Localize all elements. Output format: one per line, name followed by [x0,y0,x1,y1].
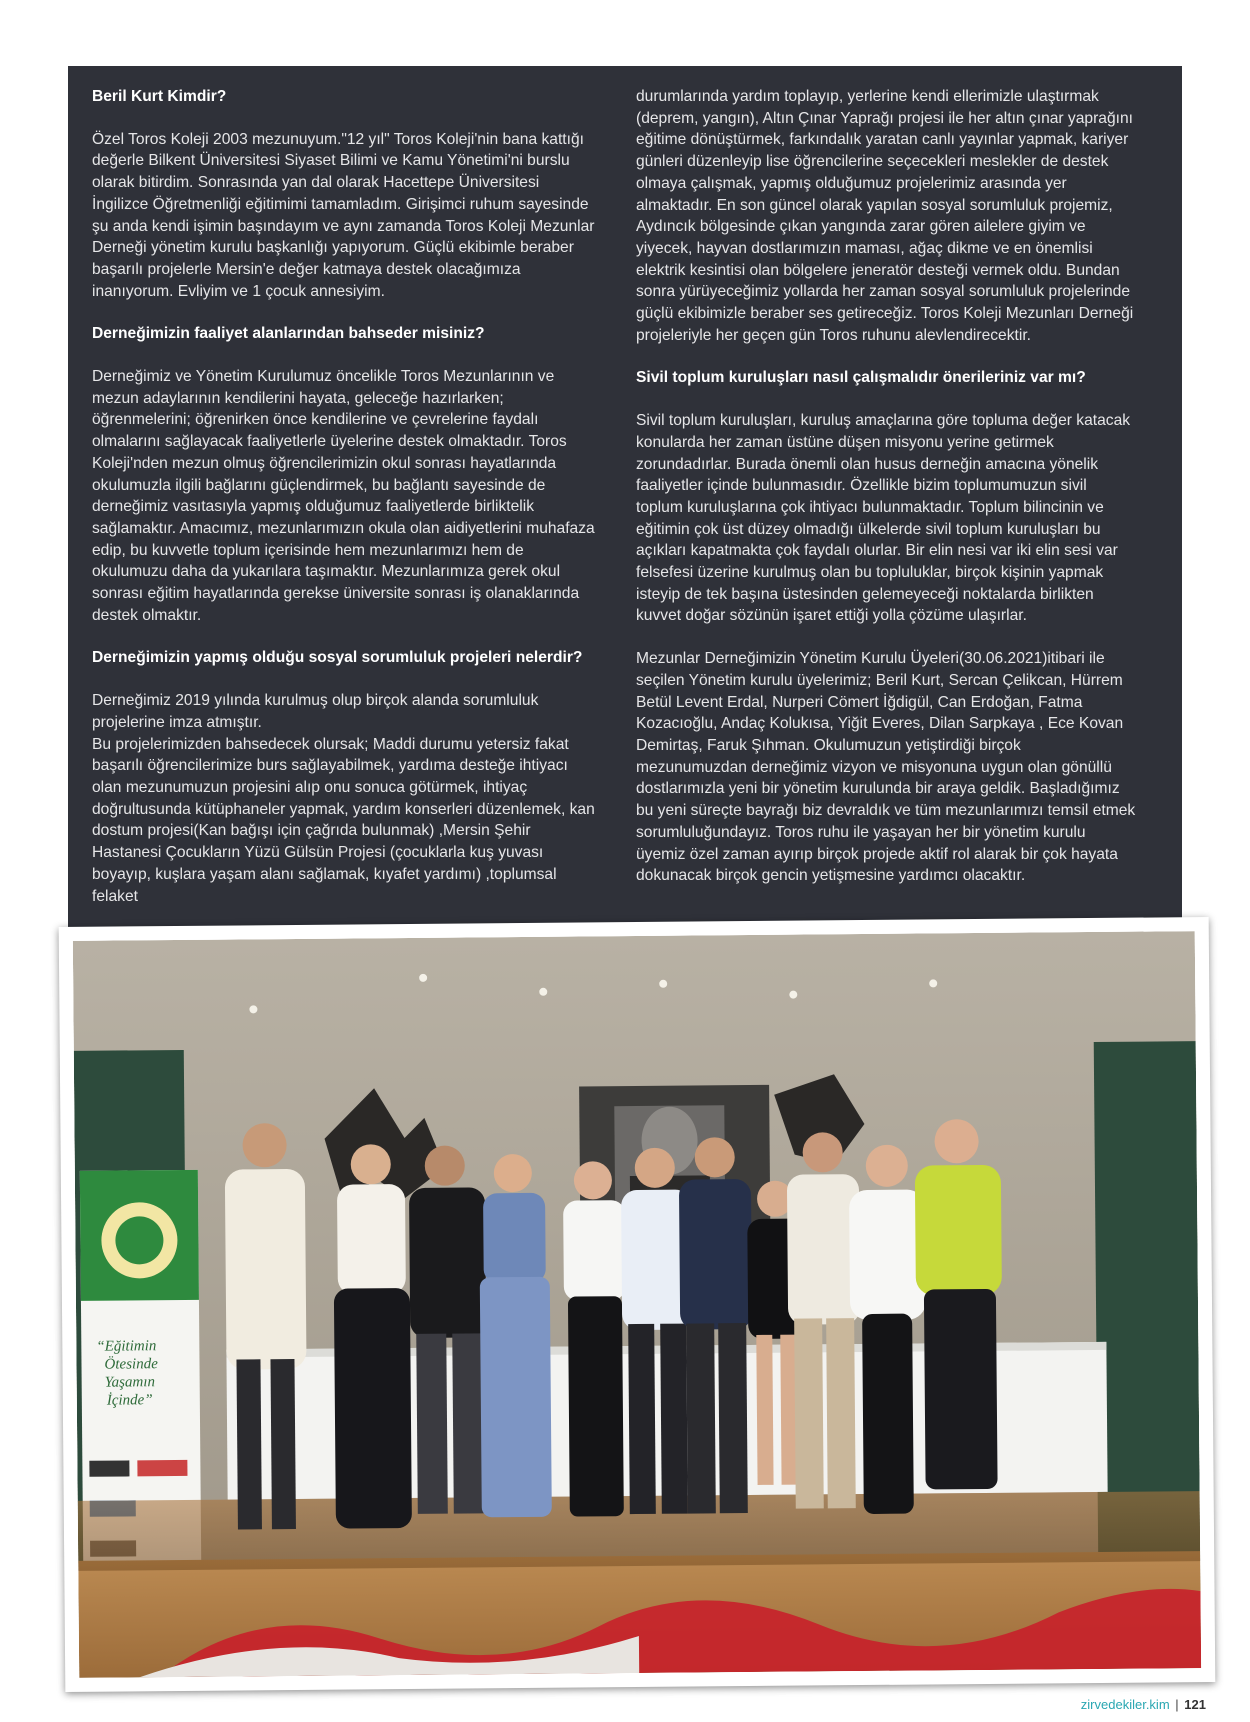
banner-line-2: Ötesinde [104,1356,158,1373]
paragraph-projects: Bu projelerimizden bahsedecek olursak; Maddi durumu yetersiz fakat başarılı öğrencilerimize burs sağlayabilmek, yardıma desteğe ihtiyacı olan mezunumuzun projesini alıp onu sonuca götürmek, ihtiyaç doğrultusunda kütüphaneler yapmak, yardım konserleri düzenlemek, kan dostum projesi(Kan bağışı için çağrıda bulunmak) ,Mersin Şehir Hastanesi Çocukların Yüzü Gülsün Projesi (çocuklarla kuş yuvası boyayıp, kuşlara yaşam alanı sağlamak, kıyafet yardımı) ,toplumsal felaket [92,735,595,905]
heading-ngo-suggestions: Sivil toplum kuruluşları nasıl çalışmalıdır önerileriniz var mı? [636,369,1086,387]
person-11 [914,1119,1003,1490]
page-footer [1081,1697,1206,1712]
paragraph-projects-continued: durumlarında yardım toplayıp, yerlerine kendi ellerimizle ulaştırmak (deprem, yangın), Altın Çınar Yaprağı projesi ile her altın çınar yaprağını eğitime dönüştürmek, farkındalık yaratan canlı yayınlar yapmak, kariyer günleri düzenleyip lise öğrencilerine seçecekleri meslekler de destek olmaya çalışmak, yapmış olduğumuz projelerimiz arasında yer almaktadır. En son güncel olarak yapılan sosyal sorumluluk projemiz, Aydıncık bölgesinde çıkan yangında zarar gören ailelere giyim ve yiyecek, hayvan dostlarımızın maması, ağaç dikme ve en önemlisi elektrik kesintisi olan bölgelere jeneratör desteği vermek oldu. Bundan sonra yürüyeceğimiz yollarda her zaman sosyal sorumluluk projelerinde güçlü ekibimizle beraber ses getireceğiz. Toros Koleji Mezunları Derneği projeleriyle her geçen gün Toros ruhunu alevlendirecektir. [636,88,1134,344]
heading-social-projects: Derneğimizin yapmış olduğu sosyal sorumluluk projeleri nelerdir? [92,649,583,667]
right-column [636,86,1136,887]
heading-who-is-beril-kurt: Beril Kurt Kimdir? [92,88,227,105]
paragraph-ngo: Sivil toplum kuruluşları, kuruluş amaçlarına göre topluma değer katacak konularda her zaman üstüne düşen misyonu yerine getirmek zorundadırlar. Burada önemli olan husus derneğin amacına yönelik faaliyetler içinde bulunmasıdır. Özellikle bizim toplumumuzun sivil toplum kuruluşlarına çok ihtiyacı bulunmaktadır. Toplum bilincinin ve eğitimin çok üst düzey olmadığı ülkelerde sivil toplum kuruluşları bu açıkları kapatmakta çok faydalı olurlar. Bir elin nesi var iki elin sesi var felsefesi üzerine kurulmuş olan bu topluluklar, birçok kişinin yapmak isteyip de tek başına üstesinden gelemeyeceği noktalarda birlikten kuvvet doğar sözünün işaret ettiği yolla çözüme ulaşırlar. [636,412,1131,625]
person-5 [563,1161,628,1517]
footer-site: zirvedekiler.kim [1080,1697,1170,1712]
banner-line-4: İçinde” [106,1392,153,1409]
person-4 [479,1154,552,1518]
footer-separator: | [1175,1697,1179,1712]
group-photo-frame [59,917,1216,1692]
paragraph-activity-areas: Derneğimiz ve Yönetim Kurulumuz öncelikle Toros Mezunlarının ve mezun adaylarının kendilerini hayata, geleceğe hazırlarken; öğrenmelerini; öğrenirken önce kendilerine ve çevrelerine faydalı olmalarını sağlayacak faaliyetlerle üyelerine destek olmaktadır. Toros Koleji'nden mezun olmuş öğrencilerimizin okul sonrası hayatlarında okulumuzla ilgili bağlarını güçlendirmek, bu bağlantı sayesinde de derneğimiz vasıtasıyla yapmış olduğumuz faaliyetlerde birliktelik sağlamaktır. Amacımız, mezunlarımızın okula olan aidiyetlerini muhafaza edip, bu kuvvetle toplum içerisinde hem mezunlarımızı hem de okulumuzu daha da yukarılara taşımaktır. Mezunlarımıza gerek okul sonrası eğitim hayatlarında gerekse üniversite sonrası iş olanaklarında destek olmaktır. [92,368,595,624]
paragraph-bio: Özel Toros Koleji 2003 mezunuyum."12 yıl" Toros Koleji'nin bana kattığı değerle Bilkent Üniversitesi Siyaset Bilimi ve Kamu Yönetimi'ni burslu olarak bitirdim. Sonrasında yan dal olarak Hacettepe Üniversitesi İngilizce Öğretmenliği eğitimimi tamamladım. Girişimci ruhum sayesinde şu anda kendi işimin başındayım ve aynı zamanda Toros Koleji Mezunlar Derneği yönetim kurulu başkanlığı yapıyorum. Güçlü ekibimle beraber başarılı projelerle Mersin'e değer katmaya destek olacağımıza inanıyorum. Evliyim ve 1 çocuk annesiyim. [92,130,595,300]
paragraph-board-members: Mezunlar Derneğimizin Yönetim Kurulu Üyeleri(30.06.2021)itibari ile seçilen Yönetim kurulu üyelerimiz; Beril Kurt, Sercan Çelikcan, Hürrem Betül Levent Erdal, Nurperi Cömert İğdigül, Can Erdoğan, Fatma Kozacıoğlu, Andaç Kolukısa, Yiğit Everes, Dilan Sarpkaya , Ece Kovan Demirtaş, Faruk Şıhman. Okulumuzun yetiştirdiği birçok mezunumuzdan derneğimiz vizyon ve misyonuna uygun olan gönüllü dostlarımızla yeni bir yönetim kurulunda bir araya geldik. Başladığımız bu yeni süreçte bayrağı biz devraldık ve tüm mezunlarımızı temsil etmek sorumluluğundayız. Toros ruhu ile yaşayan her bir yönetim kurulu üyemiz özel zaman ayırıp birçok projede aktif rol alarak bir çok hayata dokunacak birçok gencin yetişmesine yardımcı olacaktır. [636,650,1136,885]
paragraph-founded: Derneğimiz 2019 yılında kurulmuş olup birçok alanda sorumluluk projelerine imza atmıştır. [92,692,539,731]
article-panel [68,66,1182,934]
person-2 [333,1144,412,1529]
banner-line-3: Yaşamın [104,1374,156,1391]
group-photo [73,931,1201,1678]
heading-activity-areas: Derneğimizin faaliyet alanlarından bahseder misiniz? [92,325,485,343]
banner-line-1: “Eğitimin [96,1338,157,1355]
group-photo-illustration [73,931,1201,1678]
page-number: 121 [1184,1697,1206,1712]
left-column [92,86,597,907]
